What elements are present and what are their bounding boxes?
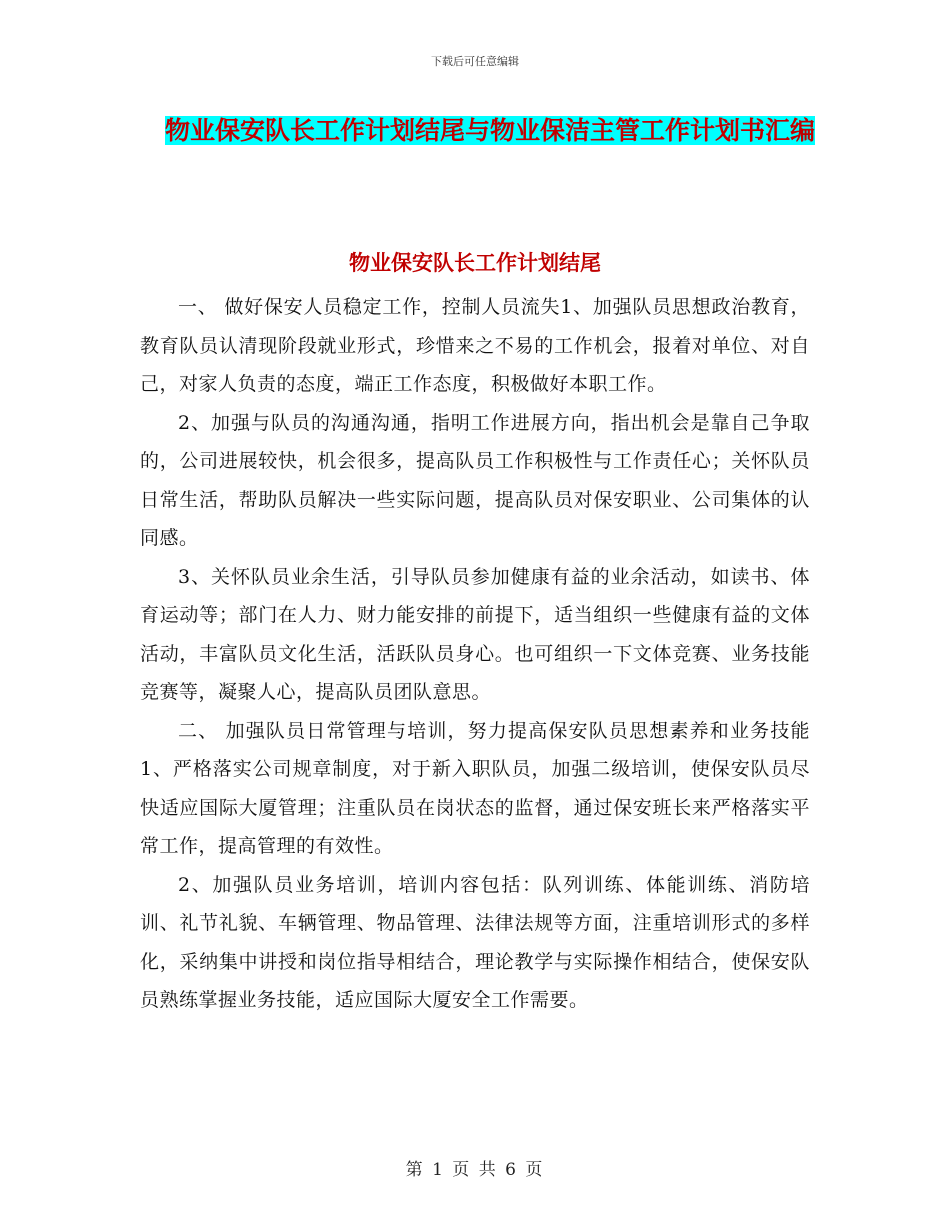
section-heading: 物业保安队长工作计划结尾: [349, 251, 601, 275]
document-title: [140, 110, 840, 152]
paragraph: 一、 做好保安人员稳定工作，控制人员流失1、加强队员思想政治教育，教育队员认清现阶段就业形式，珍惜来之不易的工作机会，报着对单位、对自己，对家人负责的态度，端正工作态度，积极做好本职工作。: [140, 296, 810, 395]
paragraph: 2、加强队员业务培训，培训内容包括：队列训练、体能训练、消防培训、礼节礼貌、车辆管理、物品管理、法律法规等方面，注重培训形式的多样化，采纳集中讲授和岗位指导相结合，理论教学与实际操作相结合，使保安队员熟练掌握业务技能，适应国际大厦安全工作需要。: [140, 873, 810, 1011]
body-text: [140, 288, 810, 1020]
page-header-note: 下载后可任意编辑: [431, 55, 519, 68]
paragraph: 3、关怀队员业余生活，引导队员参加健康有益的业余活动，如读书、体育运动等；部门在人力、财力能安排的前提下，适当组织一些健康有益的文体活动，丰富队员文化生活，活跃队员身心。也可组织一下文体竞赛、业务技能竞赛等，凝聚人心，提高队员团队意思。: [140, 565, 810, 703]
page-number: 第 1 页 共 6 页: [405, 1160, 545, 1180]
document-title-text: 物业保安队长工作计划结尾与物业保洁主管工作计划书汇编: [164, 116, 815, 145]
paragraph: 2、加强与队员的沟通沟通，指明工作进展方向，指出机会是靠自己争取的，公司进展较快，机会很多，提高队员工作积极性与工作责任心；关怀队员日常生活，帮助队员解决一些实际问题，提高队员对保安职业、公司集体的认同感。: [140, 411, 810, 549]
paragraph: 二、 加强队员日常管理与培训，努力提高保安队员思想素养和业务技能 1、严格落实公司规章制度，对于新入职队员，加强二级培训，使保安队员尽快适应国际大厦管理；注重队员在岗状态的监督，通过保安班长来严格落实平常工作，提高管理的有效性。: [140, 719, 810, 857]
